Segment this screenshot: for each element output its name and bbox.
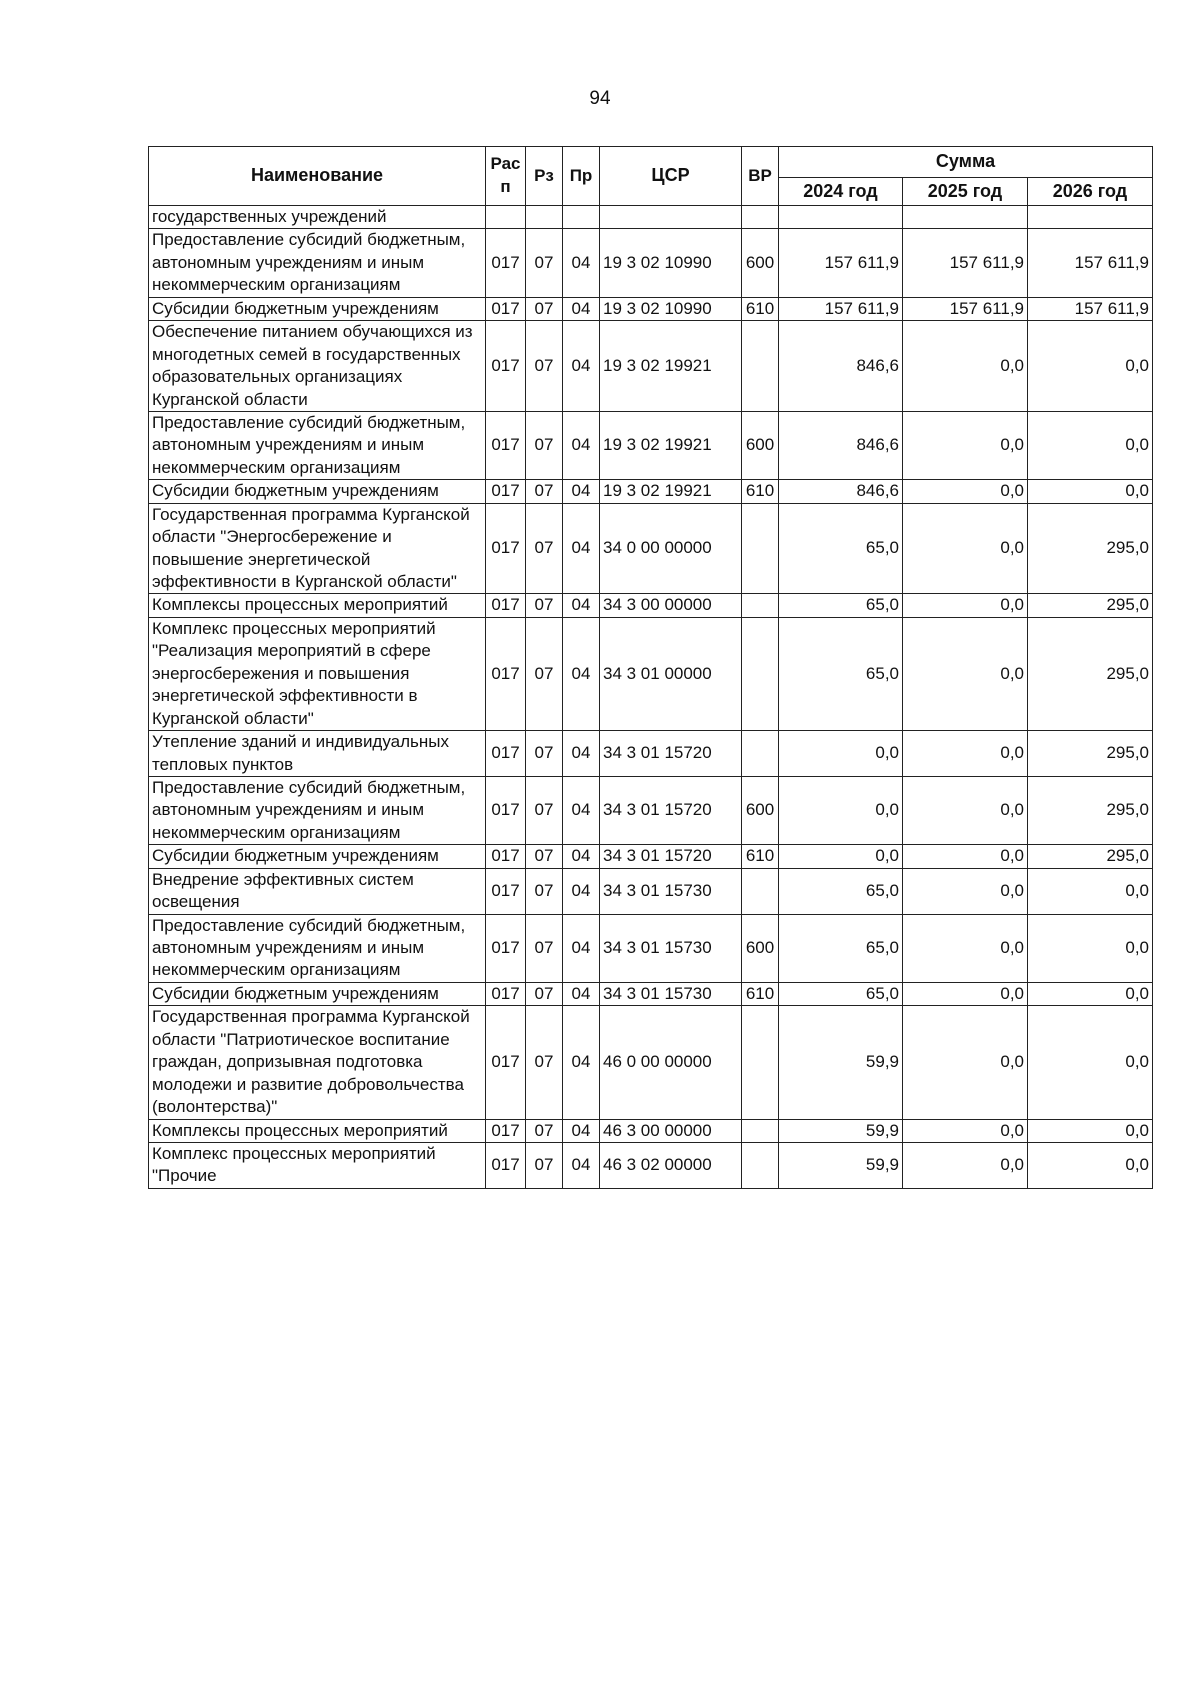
cell-rasp: 017	[486, 297, 526, 320]
cell-sum-2024: 157 611,9	[779, 229, 903, 297]
cell-sum-2025: 157 611,9	[903, 229, 1028, 297]
cell-pr: 04	[563, 480, 600, 503]
cell-rz: 07	[526, 731, 563, 777]
header-year-2024: 2024 год	[779, 178, 903, 206]
table-row	[149, 868, 1153, 914]
cell-pr: 04	[563, 845, 600, 868]
table-row	[149, 229, 1153, 297]
cell-csr: 19 3 02 10990	[600, 229, 742, 297]
cell-csr: 34 3 01 00000	[600, 617, 742, 730]
cell-sum-2026: 0,0	[1028, 1006, 1153, 1119]
header-vr: ВР	[742, 147, 779, 206]
cell-vr	[742, 206, 779, 229]
cell-csr: 19 3 02 10990	[600, 297, 742, 320]
cell-pr: 04	[563, 776, 600, 844]
cell-vr: 600	[742, 776, 779, 844]
cell-sum-2024: 65,0	[779, 868, 903, 914]
cell-rasp: 017	[486, 594, 526, 617]
cell-name: Субсидии бюджетным учреждениям	[149, 982, 486, 1005]
cell-name: Субсидии бюджетным учреждениям	[149, 845, 486, 868]
cell-rz: 07	[526, 914, 563, 982]
cell-sum-2025: 0,0	[903, 617, 1028, 730]
cell-rz: 07	[526, 321, 563, 412]
cell-sum-2026: 0,0	[1028, 982, 1153, 1005]
cell-sum-2026: 0,0	[1028, 480, 1153, 503]
cell-pr: 04	[563, 617, 600, 730]
cell-rasp: 017	[486, 411, 526, 479]
header-sum: Сумма	[779, 147, 1153, 178]
cell-vr: 610	[742, 297, 779, 320]
table-row	[149, 1006, 1153, 1119]
cell-rasp: 017	[486, 1006, 526, 1119]
table-row	[149, 617, 1153, 730]
cell-name: Обеспечение питанием обучающихся из многодетных семей в государственных образовательных организациях Курганской области	[149, 321, 486, 412]
cell-pr	[563, 206, 600, 229]
cell-csr: 46 3 02 00000	[600, 1142, 742, 1188]
cell-sum-2026: 157 611,9	[1028, 229, 1153, 297]
cell-rasp: 017	[486, 982, 526, 1005]
cell-pr: 04	[563, 1006, 600, 1119]
cell-sum-2024: 0,0	[779, 731, 903, 777]
cell-sum-2024: 59,9	[779, 1142, 903, 1188]
cell-rasp: 017	[486, 503, 526, 594]
cell-sum-2026: 295,0	[1028, 503, 1153, 594]
cell-rz: 07	[526, 1119, 563, 1142]
cell-sum-2025: 0,0	[903, 1119, 1028, 1142]
header-name: Наименование	[149, 147, 486, 206]
cell-rz: 07	[526, 297, 563, 320]
cell-csr: 19 3 02 19921	[600, 321, 742, 412]
cell-rz: 07	[526, 1006, 563, 1119]
cell-pr: 04	[563, 914, 600, 982]
cell-sum-2024: 157 611,9	[779, 297, 903, 320]
cell-csr: 34 3 01 15720	[600, 776, 742, 844]
cell-vr	[742, 594, 779, 617]
cell-rasp: 017	[486, 845, 526, 868]
cell-sum-2025: 0,0	[903, 321, 1028, 412]
cell-csr: 34 3 00 00000	[600, 594, 742, 617]
cell-sum-2025: 0,0	[903, 731, 1028, 777]
cell-sum-2026: 0,0	[1028, 321, 1153, 412]
cell-rasp: 017	[486, 1142, 526, 1188]
cell-sum-2025: 0,0	[903, 1006, 1028, 1119]
cell-name: Комплексы процессных мероприятий	[149, 1119, 486, 1142]
cell-sum-2026: 295,0	[1028, 594, 1153, 617]
cell-name: Внедрение эффективных систем освещения	[149, 868, 486, 914]
header-year-2025: 2025 год	[903, 178, 1028, 206]
table-body	[149, 206, 1153, 1189]
cell-sum-2024: 59,9	[779, 1006, 903, 1119]
cell-vr	[742, 1142, 779, 1188]
cell-pr: 04	[563, 731, 600, 777]
table-row	[149, 411, 1153, 479]
cell-rz: 07	[526, 480, 563, 503]
cell-sum-2026: 0,0	[1028, 914, 1153, 982]
cell-vr: 600	[742, 229, 779, 297]
cell-sum-2024: 65,0	[779, 617, 903, 730]
cell-sum-2026	[1028, 206, 1153, 229]
cell-vr: 610	[742, 480, 779, 503]
cell-vr	[742, 868, 779, 914]
cell-sum-2024: 65,0	[779, 914, 903, 982]
cell-name: Государственная программа Курганской области "Энергосбережение и повышение энергетической эффективности в Курганской области"	[149, 503, 486, 594]
cell-csr: 34 3 01 15730	[600, 914, 742, 982]
table-row	[149, 206, 1153, 229]
cell-rz: 07	[526, 617, 563, 730]
cell-sum-2024: 0,0	[779, 845, 903, 868]
cell-name: государственных учреждений	[149, 206, 486, 229]
cell-sum-2025: 0,0	[903, 411, 1028, 479]
cell-sum-2026: 0,0	[1028, 1142, 1153, 1188]
cell-name: Предоставление субсидий бюджетным, автономным учреждениям и иным некоммерческим организациям	[149, 229, 486, 297]
cell-sum-2025: 157 611,9	[903, 297, 1028, 320]
cell-sum-2025: 0,0	[903, 776, 1028, 844]
cell-sum-2026: 157 611,9	[1028, 297, 1153, 320]
cell-pr: 04	[563, 982, 600, 1005]
cell-rz: 07	[526, 594, 563, 617]
table-row	[149, 845, 1153, 868]
cell-sum-2025: 0,0	[903, 1142, 1028, 1188]
cell-pr: 04	[563, 411, 600, 479]
cell-vr	[742, 321, 779, 412]
cell-rasp	[486, 206, 526, 229]
cell-sum-2026: 295,0	[1028, 776, 1153, 844]
cell-rz: 07	[526, 982, 563, 1005]
cell-rasp: 017	[486, 776, 526, 844]
cell-csr: 34 0 00 00000	[600, 503, 742, 594]
cell-rz: 07	[526, 411, 563, 479]
table-row	[149, 1142, 1153, 1188]
cell-csr: 46 0 00 00000	[600, 1006, 742, 1119]
cell-rasp: 017	[486, 321, 526, 412]
cell-vr: 610	[742, 845, 779, 868]
cell-rasp: 017	[486, 229, 526, 297]
cell-pr: 04	[563, 229, 600, 297]
cell-sum-2024	[779, 206, 903, 229]
table-row	[149, 914, 1153, 982]
cell-rasp: 017	[486, 914, 526, 982]
cell-name: Субсидии бюджетным учреждениям	[149, 480, 486, 503]
cell-sum-2024: 846,6	[779, 321, 903, 412]
cell-sum-2026: 0,0	[1028, 411, 1153, 479]
cell-sum-2026: 295,0	[1028, 845, 1153, 868]
cell-vr: 600	[742, 914, 779, 982]
cell-vr	[742, 731, 779, 777]
table-row	[149, 297, 1153, 320]
cell-rz: 07	[526, 503, 563, 594]
cell-rz: 07	[526, 229, 563, 297]
table-row	[149, 480, 1153, 503]
header-pr: Пр	[563, 147, 600, 206]
cell-name: Комплекс процессных мероприятий "Реализация мероприятий в сфере энергосбережения и повышения энергетической эффективности в Курганской области"	[149, 617, 486, 730]
cell-csr: 34 3 01 15720	[600, 731, 742, 777]
header-rz: Рз	[526, 147, 563, 206]
cell-pr: 04	[563, 297, 600, 320]
cell-rasp: 017	[486, 617, 526, 730]
cell-csr: 19 3 02 19921	[600, 411, 742, 479]
cell-pr: 04	[563, 1142, 600, 1188]
cell-sum-2025: 0,0	[903, 480, 1028, 503]
cell-rasp: 017	[486, 731, 526, 777]
header-csr: ЦСР	[600, 147, 742, 206]
page-number: 94	[589, 88, 611, 109]
cell-sum-2025: 0,0	[903, 868, 1028, 914]
cell-pr: 04	[563, 594, 600, 617]
table-row	[149, 594, 1153, 617]
budget-table	[148, 146, 1153, 1189]
cell-sum-2024: 65,0	[779, 594, 903, 617]
table-row	[149, 982, 1153, 1005]
cell-sum-2025: 0,0	[903, 845, 1028, 868]
cell-name: Предоставление субсидий бюджетным, автономным учреждениям и иным некоммерческим организациям	[149, 411, 486, 479]
cell-sum-2024: 59,9	[779, 1119, 903, 1142]
cell-name: Государственная программа Курганской области "Патриотическое воспитание граждан, допризывная подготовка молодежи и развитие добровольчества (волонтерства)"	[149, 1006, 486, 1119]
cell-vr	[742, 503, 779, 594]
cell-name: Предоставление субсидий бюджетным, автономным учреждениям и иным некоммерческим организациям	[149, 914, 486, 982]
cell-sum-2024: 846,6	[779, 411, 903, 479]
cell-vr	[742, 1006, 779, 1119]
cell-rasp: 017	[486, 868, 526, 914]
header-rasp: Рас п	[486, 147, 526, 206]
cell-csr: 34 3 01 15730	[600, 982, 742, 1005]
cell-rasp: 017	[486, 480, 526, 503]
table-row	[149, 1119, 1153, 1142]
cell-pr: 04	[563, 868, 600, 914]
cell-pr: 04	[563, 503, 600, 594]
cell-pr: 04	[563, 1119, 600, 1142]
cell-rz	[526, 206, 563, 229]
cell-sum-2025: 0,0	[903, 982, 1028, 1005]
cell-rz: 07	[526, 845, 563, 868]
table-header	[149, 147, 1153, 206]
cell-rz: 07	[526, 868, 563, 914]
cell-csr	[600, 206, 742, 229]
header-year-2026: 2026 год	[1028, 178, 1153, 206]
cell-sum-2024: 846,6	[779, 480, 903, 503]
cell-sum-2026: 0,0	[1028, 868, 1153, 914]
cell-sum-2024: 65,0	[779, 982, 903, 1005]
cell-sum-2024: 65,0	[779, 503, 903, 594]
cell-csr: 34 3 01 15730	[600, 868, 742, 914]
cell-vr	[742, 617, 779, 730]
cell-sum-2024: 0,0	[779, 776, 903, 844]
cell-name: Комплекс процессных мероприятий "Прочие	[149, 1142, 486, 1188]
cell-csr: 19 3 02 19921	[600, 480, 742, 503]
cell-name: Комплексы процессных мероприятий	[149, 594, 486, 617]
cell-rz: 07	[526, 776, 563, 844]
cell-csr: 46 3 00 00000	[600, 1119, 742, 1142]
cell-vr: 600	[742, 411, 779, 479]
cell-csr: 34 3 01 15720	[600, 845, 742, 868]
cell-pr: 04	[563, 321, 600, 412]
table-row	[149, 731, 1153, 777]
cell-name: Утепление зданий и индивидуальных тепловых пунктов	[149, 731, 486, 777]
cell-sum-2025	[903, 206, 1028, 229]
cell-vr: 610	[742, 982, 779, 1005]
table-row	[149, 776, 1153, 844]
cell-rz: 07	[526, 1142, 563, 1188]
cell-sum-2026: 0,0	[1028, 1119, 1153, 1142]
cell-vr	[742, 1119, 779, 1142]
table-row	[149, 503, 1153, 594]
cell-sum-2025: 0,0	[903, 503, 1028, 594]
table-row	[149, 321, 1153, 412]
cell-rasp: 017	[486, 1119, 526, 1142]
cell-sum-2026: 295,0	[1028, 731, 1153, 777]
cell-name: Субсидии бюджетным учреждениям	[149, 297, 486, 320]
cell-name: Предоставление субсидий бюджетным, автономным учреждениям и иным некоммерческим организациям	[149, 776, 486, 844]
cell-sum-2026: 295,0	[1028, 617, 1153, 730]
cell-sum-2025: 0,0	[903, 914, 1028, 982]
cell-sum-2025: 0,0	[903, 594, 1028, 617]
